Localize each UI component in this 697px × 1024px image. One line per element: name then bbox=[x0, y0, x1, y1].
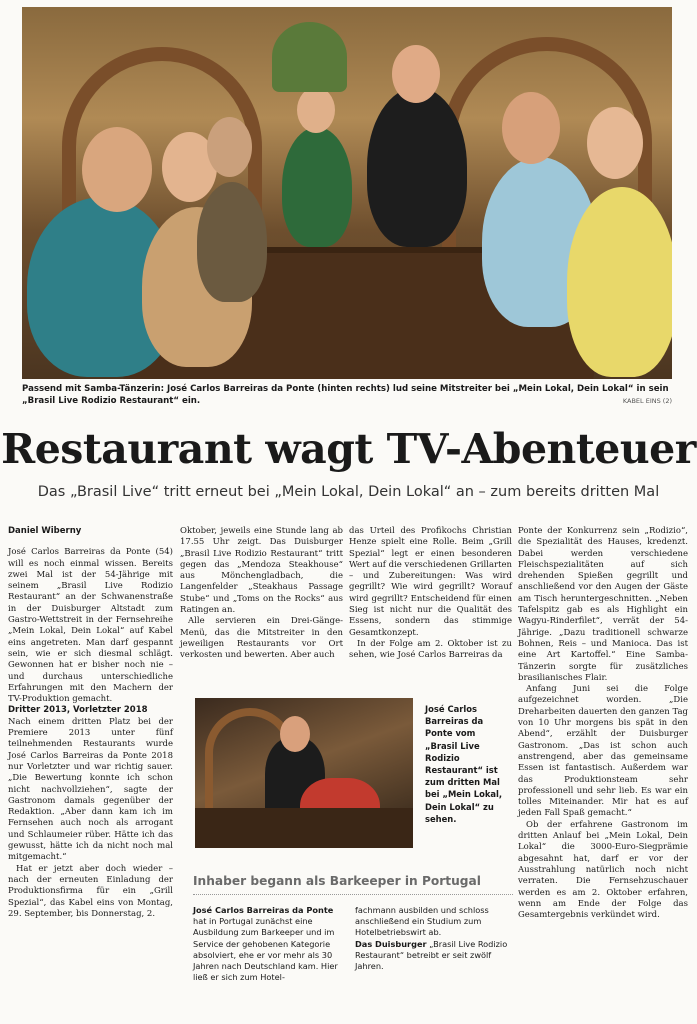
dancer-shape bbox=[282, 127, 352, 247]
article-column-2 bbox=[180, 526, 343, 662]
person-head bbox=[587, 107, 643, 179]
paragraph: Oktober, jeweils eine Stunde lang ab 17.55 Uhr zeigt. Das Duisburger „Brasil Live Rodizio Restaurant“ tritt gegen das „Mendoza Steakhouse“ aus Mönchengladbach, die Langenfelder „Steakhaus Passage Stube“ und „Toms on the Rocks“ aus Ratingen an. bbox=[180, 526, 343, 616]
infobox-heading: Inhaber begann als Barkeeper in Portugal bbox=[193, 874, 513, 895]
person-head bbox=[280, 716, 310, 752]
inset-caption: José Carlos Barreiras da Ponte vom „Brasil Live Rodizio Restaurant“ ist zum dritten Mal bei „Mein Lokal, Dein Lokal“ zu sehen. bbox=[425, 704, 503, 824]
paragraph: Nach einem dritten Platz bei der Premiere 2013 unter fünf teilnehmenden Restaurants wurde José Carlos Barreiras da Ponte 2018 nur Vorletzter und war richtig sauer. „Die Bewertung konnte ich schon nicht nachvollziehen“, sagte der Gastronom damals gegenüber der Redaktion. „Aber dann kam ich im Fernsehen auch noch als arrogant und Schlaumeier rüber. Hätte ich das gewusst, hätte ich da nicht noch mal mitgemacht.“ bbox=[8, 716, 173, 863]
person-shape bbox=[367, 87, 467, 247]
counter-shape bbox=[195, 808, 413, 848]
paragraph: Anfang Juni sei die Folge aufgezeichnet worden. „Die Dreharbeiten dauerten den ganzen Tag von 10 Uhr morgens bis spät in den Abend“, erzählt der Duisburger Gastronom. „Das ist schon auch anstrengend, aber das gemeinsame Essen ist fantastisch. Außerdem war das Produktionsteam sehr professionell und sehr lieb. Es war ein tolles Miteinander. Mir hat es auf jeden Fall Spaß gemacht.“ bbox=[518, 684, 688, 819]
author-name: Daniel Wiberny bbox=[8, 526, 82, 536]
person-shape bbox=[567, 187, 672, 377]
photo-caption: Passend mit Samba-Tänzerin: José Carlos Barreiras da Ponte (hinten rechts) lud seine Mitstreiter bei „Mein Lokal, Dein Lokal“ in sein „Brasil Live Rodizio Restaurant“ ein. bbox=[22, 384, 669, 406]
feather-headdress bbox=[272, 22, 347, 92]
infobox-column-2 bbox=[355, 905, 513, 972]
infobox-text: hat in Portugal zunächst eine Ausbildung zum Barkeeper und im Service der gehobenen Kategorie absolviert, ehe er vor mehr als 30 Jahren nach Deutschland kam. Hier ließ er sich zum Hotel- bbox=[193, 916, 338, 983]
person-head bbox=[207, 117, 252, 177]
paragraph: Alle servieren ein Drei-Gänge-Menü, das die Mitstreiter in den jeweiligen Restaurants vor Ort verkosten und bewerten. Aber auch bbox=[180, 616, 343, 661]
person-head bbox=[82, 127, 152, 212]
infobox-text: „Brasil Live Rodizio Restaurant“ betreibt er seit zwölf Jahren. bbox=[355, 938, 508, 972]
person-head bbox=[297, 87, 335, 133]
paragraph: In der Folge am 2. Oktober ist zu sehen, wie José Carlos Barreiras da bbox=[349, 638, 512, 661]
article-column-3 bbox=[349, 526, 512, 662]
section-heading: Dritter 2013, Vorletzter 2018 bbox=[8, 705, 148, 716]
person-shape bbox=[197, 182, 267, 302]
subheadline: Das „Brasil Live“ tritt erneut bei „Mein Lokal, Dein Lokal“ an – zum bereits dritten Mal bbox=[37, 484, 660, 500]
person-head bbox=[392, 45, 440, 103]
infobox-column-1 bbox=[193, 905, 345, 983]
infobox-text: fachmann ausbilden und schloss anschließend ein Studium zum Hotelbetriebswirt ab. bbox=[355, 905, 489, 938]
photo-credit: KABEL EINS (2) bbox=[622, 397, 672, 405]
paragraph: Hat er jetzt aber doch wieder – nach der erneuten Einladung der Produktionsfirma für ein „Grill Spezial“, das Kabel eins von Montag, 29. September, bis Donnerstag, 2. bbox=[8, 863, 173, 919]
inset-photo bbox=[195, 698, 413, 848]
paragraph: Ponte der Konkurrenz sein „Rodizio“, die Spezialität des Hauses, kredenzt. Dabei werden verschiedene Fleischspezialitäten auf sich drehenden Spießen gegrillt und anschließend vor den Augen der Gäste am Tisch heruntergeschnitten. „Neben Tafelspitz gab es als Highlight ein Wagyu-Rinderfilet“, verrät der 54-Jährige. „Dazu traditionell schwarze Bohnen, Reis – und Manioca. Das ist eine Art Kartoffel.“ Eine Samba-Tänzerin sorgte für zusätzliches brasilianisches Flair. bbox=[518, 526, 688, 683]
paragraph: Ob der erfahrene Gastronom im dritten Anlauf bei „Mein Lokal, Dein Lokal“ die 3000-Euro-Siegprämie abgesahnt hat, darf er vor der Ausstrahlung natürlich noch nicht verraten. Die Fernsehzuschauer werden es am 2. Oktober erfahren, wenn am Ende der Folge das Gesamtergebnis verkündet wird. bbox=[518, 819, 688, 921]
main-photo bbox=[22, 7, 672, 379]
paragraph: das Urteil des Profikochs Christian Henze spielt eine Rolle. Beim „Grill Spezial“ legt er einen besonderen Wert auf die verschiedenen Grillarten – und Zubereitungen: Was wird gegrillt? Wie wird gegrillt? Worauf wird gegrillt? Entscheidend für einen Sieg ist nicht nur die Qualität des Essens, sondern das stimmige Gesamtkonzept. bbox=[349, 526, 512, 638]
article-column-4 bbox=[518, 526, 688, 921]
infobox-lead: José Carlos Barreiras da Ponte bbox=[193, 905, 334, 915]
infobox-lead: Das Duisburger bbox=[355, 938, 427, 949]
headline: Restaurant wagt TV-Abenteuer bbox=[1, 425, 696, 473]
person-head bbox=[502, 92, 560, 164]
paragraph: José Carlos Barreiras da Ponte (54) will es noch einmal wissen. Bereits zwei Mal ist der 54-Jährige mit seinem „Brasil Live Rodizio Restaurant“ an der Schwanenstraße in der Duisburger Altstadt zum Gastro-Wettstreit in der Fernsehreihe „Mein Lokal, Dein Lokal“ auf Kabel eins angetreten. Man darf gespannt sein, wie er sich diesmal schlägt. Gewonnen hat er bisher noch nie – und durchaus unterschiedliche Erfahrungen mit den Machern der TV-Produktion gemacht. bbox=[8, 547, 173, 705]
article-column-1 bbox=[8, 526, 173, 920]
